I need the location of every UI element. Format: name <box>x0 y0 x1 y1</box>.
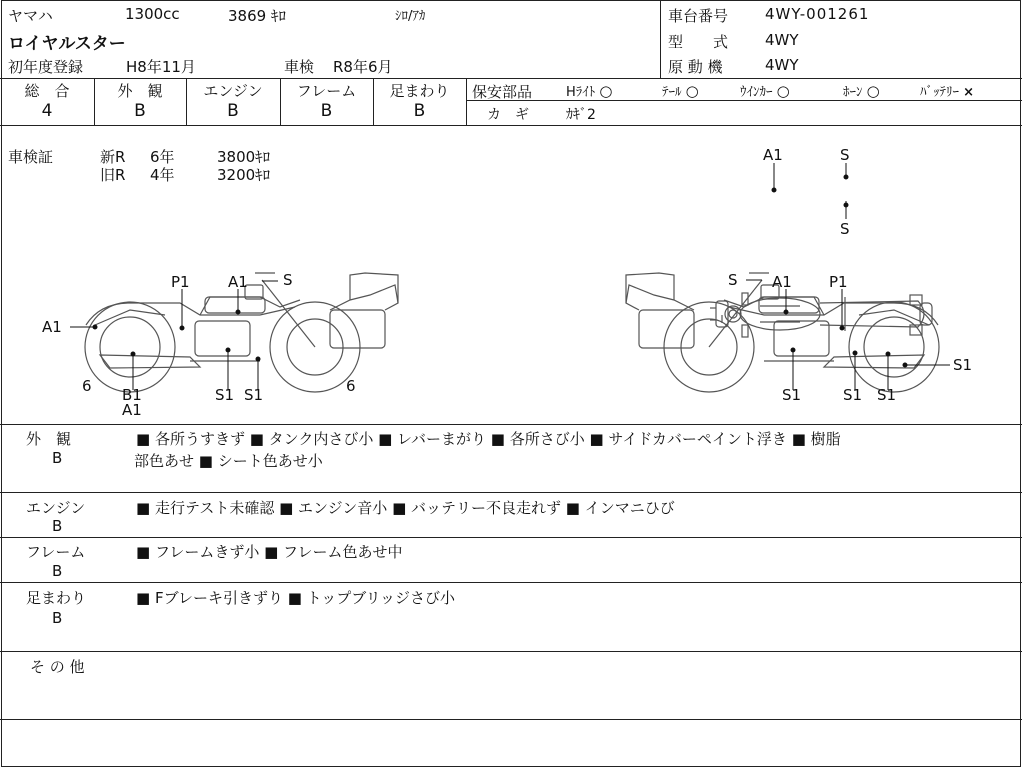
frame-number-label: 車台番号 <box>668 7 729 25</box>
mark-right-p1: P1 <box>829 273 848 291</box>
section-engine-line1: ■ 走行テスト未確認 ■ エンジン音小 ■ バッテリー不良走れず ■ インマニひび <box>136 499 675 517</box>
mark-right-s1-a: S1 <box>782 386 802 404</box>
inspection-cert-new-km: 3800ｷﾛ <box>217 148 271 166</box>
mark-top-a1: A1 <box>763 146 783 164</box>
safety-item-mark: × <box>963 85 975 100</box>
model-label: 型 式 <box>668 33 729 51</box>
color: ｼﾛ/ｱｶ <box>395 9 426 24</box>
safety-headlight <box>566 81 613 100</box>
section-frame-grade: B <box>52 562 63 580</box>
grade-exterior-value: B <box>134 101 146 121</box>
safety-parts-title: 保安部品 <box>472 83 533 101</box>
maker: ヤマハ <box>8 7 53 25</box>
section-suspension-title: 足まわり <box>26 589 87 607</box>
section-engine-grade: B <box>52 517 63 535</box>
frame-number-value: 4WY-001261 <box>765 5 870 23</box>
mark-right-s1-c: S1 <box>877 386 897 404</box>
safety-item-label: ﾎｰﾝ <box>843 85 863 100</box>
grade-overall-value: 4 <box>41 101 53 121</box>
mark-left-6-rear: 6 <box>82 377 92 395</box>
safety-item-label: ﾊﾞｯﾃﾘｰ <box>920 85 959 100</box>
safety-item-label: Hﾗｲﾄ <box>566 85 596 100</box>
motorcycle-diagram <box>0 125 1024 425</box>
mark-right-s1-b: S1 <box>843 386 863 404</box>
inspection-cert-old-label: 旧R <box>100 166 126 184</box>
model-value: 4WY <box>765 31 799 49</box>
notes-top-line <box>0 424 1022 425</box>
mark-top-s-upper: S <box>840 146 850 164</box>
inspection-cert-new-years: 6年 <box>150 148 175 166</box>
section-exterior-line1: ■ 各所うすきず ■ タンク内さび小 ■ レバーまがり ■ 各所さび小 ■ サイドカバーペイント浮き ■ 樹脂 <box>136 430 841 448</box>
safety-item-mark: ○ <box>685 82 699 100</box>
section-exterior-grade: B <box>52 449 63 467</box>
mark-left-p1: P1 <box>171 273 190 291</box>
notes-line <box>0 651 1022 652</box>
mark-left-a1-tank: A1 <box>228 273 248 291</box>
grade-suspension-value: B <box>413 101 426 121</box>
safety-battery <box>920 81 974 100</box>
section-frame-title: フレーム <box>26 543 86 561</box>
section-other-title: そ の 他 <box>30 658 85 676</box>
notes-line <box>0 537 1022 538</box>
notes-line <box>0 582 1022 583</box>
safety-item-mark: ○ <box>776 82 790 100</box>
mark-left-s1-a: S1 <box>215 386 235 404</box>
section-frame-line1: ■ フレームきず小 ■ フレーム色あせ中 <box>136 543 403 561</box>
safety-item-mark: ○ <box>599 82 613 100</box>
grade-col-line <box>466 78 467 125</box>
inspection-cert-new-label: 新R <box>100 148 126 166</box>
section-suspension-grade: B <box>52 609 63 627</box>
inspection-cert-label: 車検証 <box>8 148 54 166</box>
notes-line <box>0 719 1022 720</box>
notes-line <box>0 492 1022 493</box>
mark-right-a1: A1 <box>772 273 792 291</box>
safety-horn <box>843 81 880 100</box>
section-engine-title: エンジン <box>26 499 86 517</box>
section-suspension-line1: ■ Fブレーキ引きずり ■ トップブリッジさび小 <box>136 589 456 607</box>
mark-left-a1-front: A1 <box>42 318 62 336</box>
grade-frame-label: フレーム <box>296 82 357 100</box>
mark-right-s1-side: S1 <box>953 356 973 374</box>
grade-row-mid <box>466 100 1022 101</box>
grade-overall-label: 総 合 <box>24 82 70 100</box>
mark-left-6-front: 6 <box>346 377 356 395</box>
mark-left-s1-b: S1 <box>244 386 264 404</box>
safety-taillight <box>662 81 699 100</box>
mark-left-s: S <box>283 271 293 289</box>
inspection-value: R8年6月 <box>333 58 393 76</box>
engine-label: 原 動 機 <box>668 58 723 76</box>
inspection-cert-old-years: 4年 <box>150 166 175 184</box>
key-label: カ ギ <box>487 107 529 123</box>
mark-left-a1-low: A1 <box>122 401 142 419</box>
mark-right-s: S <box>728 271 738 289</box>
section-exterior-line2: 部色あせ ■ シート色あせ小 <box>134 452 323 470</box>
safety-item-label: ﾃｰﾙ <box>662 85 682 100</box>
engine-value: 4WY <box>765 56 799 74</box>
grade-suspension-label: 足まわり <box>389 82 450 100</box>
grade-frame-value: B <box>320 101 333 121</box>
mileage: 3869 ｷﾛ <box>228 7 286 25</box>
grade-exterior-label: 外 観 <box>117 82 163 100</box>
first-registration-value: H8年11月 <box>126 58 196 76</box>
first-registration-label: 初年度登録 <box>8 58 84 76</box>
key-value: ｶｷﾞ2 <box>566 107 596 123</box>
displacement: 1300cc <box>125 5 180 23</box>
inspection-cert-old-km: 3200ｷﾛ <box>217 166 271 184</box>
section-exterior-title: 外 観 <box>26 430 72 448</box>
safety-winker <box>740 81 790 100</box>
header-bottom-line <box>0 78 1022 79</box>
safety-item-mark: ○ <box>866 82 880 100</box>
mark-top-s-lower: S <box>840 220 850 238</box>
mark-left-b1: B1 <box>122 386 142 404</box>
inspection-label: 車検 <box>284 58 315 76</box>
model-name: ロイヤルスター <box>8 34 126 54</box>
safety-item-label: ｳｲﾝｶｰ <box>740 85 773 100</box>
grade-engine-label: エンジン <box>203 82 263 100</box>
grade-engine-value: B <box>227 101 239 121</box>
header-divider <box>660 0 661 78</box>
